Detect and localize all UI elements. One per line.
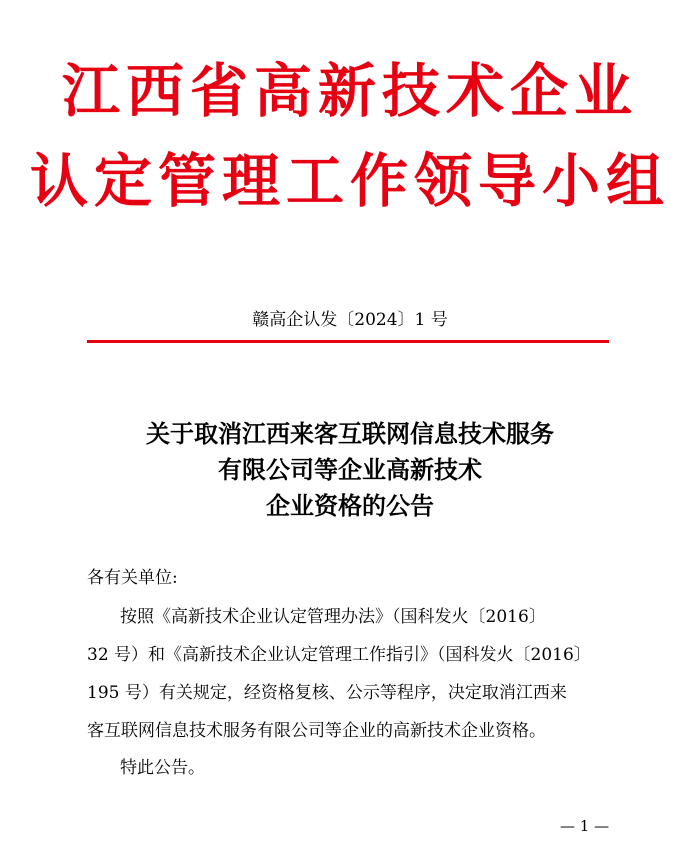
red-divider-line	[87, 340, 609, 343]
issuer-header-line-1: 江西省高新技术企业	[61, 57, 638, 125]
body-text-line-1: 按照《高新技术企业认定管理办法》（国科发火〔2016〕	[120, 607, 546, 627]
document-title-line-1: 关于取消江西来客互联网信息技术服务	[146, 419, 554, 448]
salutation: 各有关单位:	[87, 568, 178, 588]
issuer-header-line-2: 认定管理工作领导小组	[29, 147, 670, 215]
body-text-line-2: 32 号）和《高新技术企业认定管理工作指引》（国科发火〔2016〕	[87, 645, 591, 665]
body-text-line-4: 客互联网信息技术服务有限公司等企业的高新技术企业资格。	[87, 721, 546, 741]
document-title-line-3: 企业资格的公告	[266, 491, 434, 520]
document-number: 赣高企认发〔2024〕1 号	[252, 310, 448, 330]
body-text-line-3: 195 号）有关规定，经资格复核、公示等程序，决定取消江西来	[87, 683, 567, 703]
page-number: — 1 —	[560, 817, 610, 835]
closing-remark: 特此公告。	[120, 758, 205, 778]
document-title-line-2: 有限公司等企业高新技术	[218, 455, 482, 484]
